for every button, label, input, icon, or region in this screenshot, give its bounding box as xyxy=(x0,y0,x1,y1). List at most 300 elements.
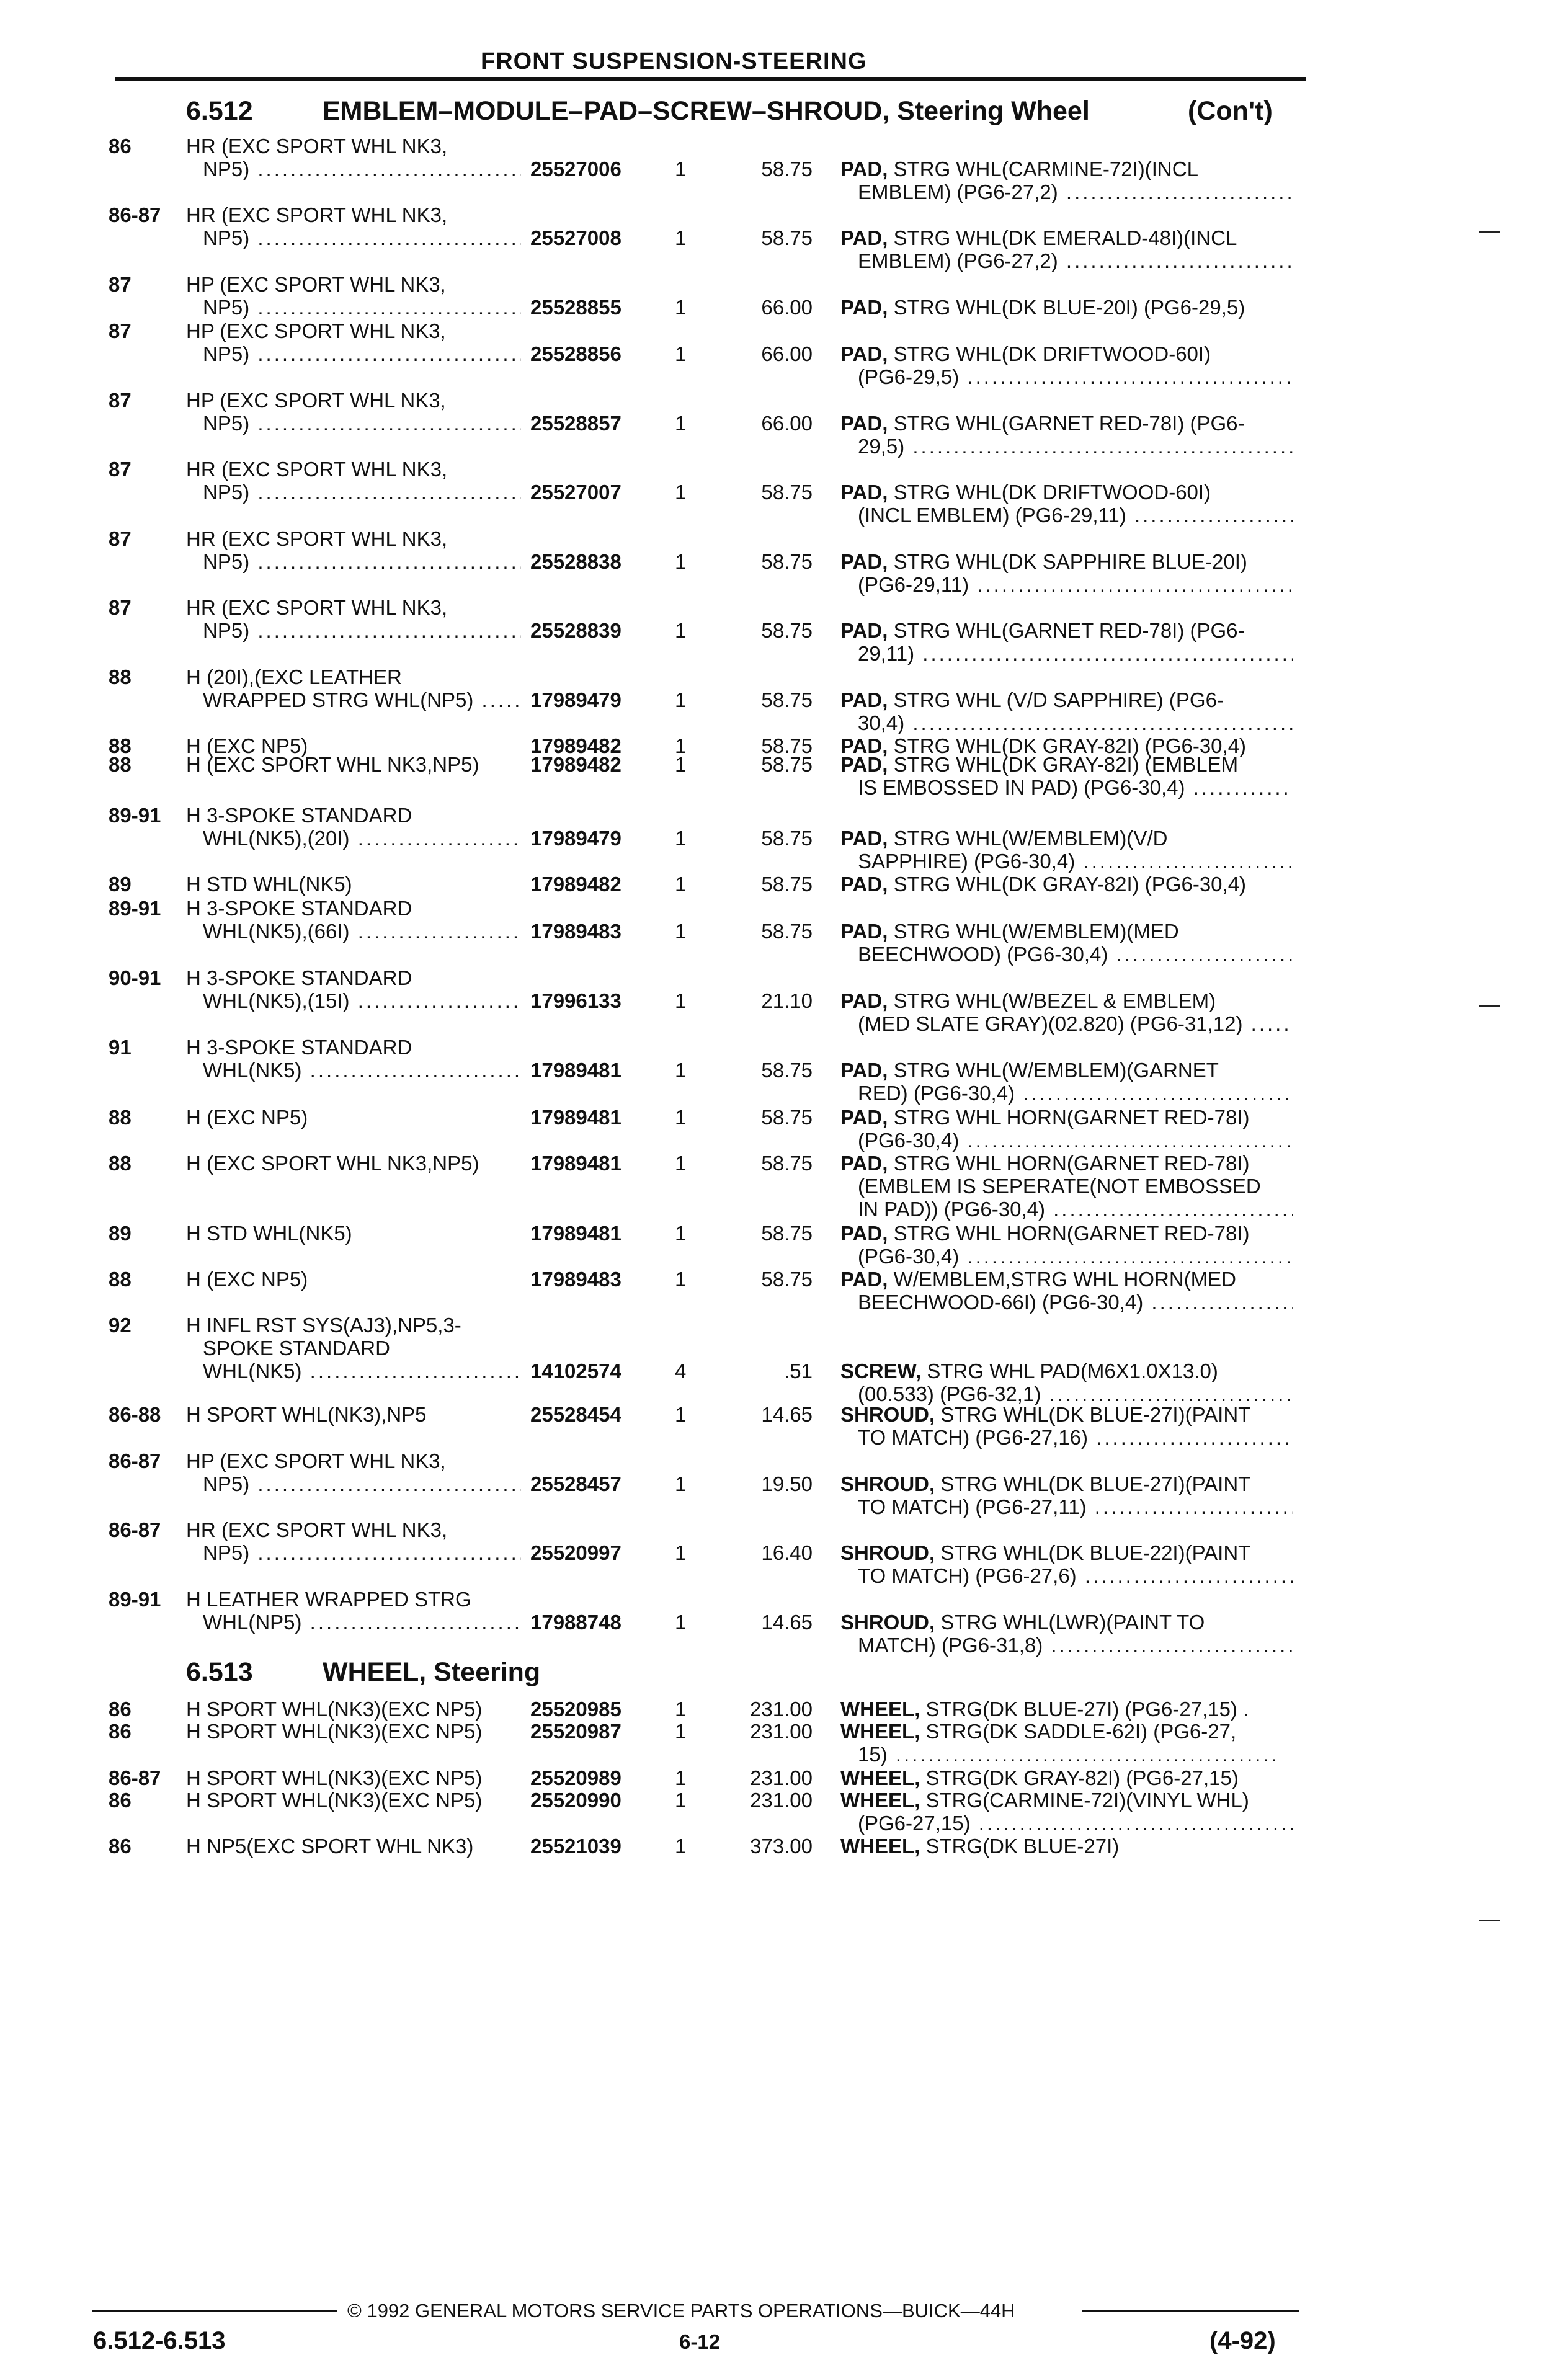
price: 58.75 xyxy=(761,1106,813,1129)
part-name: SHROUD, xyxy=(840,1611,935,1634)
usage-line: H 3-SPOKE STANDARD xyxy=(186,1036,412,1059)
quantity: 1 xyxy=(675,1835,687,1858)
description-text: STRG WHL(DK EMERALD-48I)(INCL xyxy=(888,226,1237,249)
quantity: 1 xyxy=(675,1222,687,1245)
usage-line: H (EXC NP5) xyxy=(186,1268,308,1291)
description-line xyxy=(840,158,1293,180)
usage-line: H 3-SPOKE STANDARD xyxy=(186,804,412,827)
part-name: PAD, xyxy=(840,619,888,642)
usage-line: H STD WHL(NK5) xyxy=(186,873,352,896)
usage-line: H LEATHER WRAPPED STRG xyxy=(186,1588,471,1611)
quantity: 1 xyxy=(675,1541,687,1564)
part-number: 25520997 xyxy=(530,1541,621,1564)
part-number: 14102574 xyxy=(530,1360,621,1382)
usage-line: HR (EXC SPORT WHL NK3, xyxy=(186,203,448,226)
year-range: 86-87 xyxy=(109,1766,161,1789)
section-6-512-heading xyxy=(186,96,1273,127)
price: 373.00 xyxy=(750,1835,813,1858)
description-text: STRG WHL(DK DRIFTWOOD-60I) xyxy=(888,481,1211,504)
usage xyxy=(186,966,521,1012)
description-text: STRG WHL(LWR)(PAINT TO xyxy=(935,1611,1205,1634)
usage-line: NP5) ..... xyxy=(186,412,521,435)
usage-line: NP5) ..... xyxy=(186,296,521,319)
price: 14.65 xyxy=(761,1403,813,1426)
description-line xyxy=(840,1611,1293,1634)
description xyxy=(840,753,1293,799)
footer-page-number: 6-12 xyxy=(679,2330,721,2353)
description-line xyxy=(840,1059,1293,1082)
year-range: 90-91 xyxy=(109,966,161,989)
year-range: 86 xyxy=(109,1720,131,1743)
description-line xyxy=(840,226,1293,249)
price: 58.75 xyxy=(761,734,813,757)
description-line: (PG6-27,15) ..... xyxy=(840,1812,1293,1835)
usage xyxy=(186,1766,521,1789)
description-line: (PG6-30,4) ..... xyxy=(840,1245,1293,1268)
year-range: 88 xyxy=(109,666,131,688)
description xyxy=(840,1720,1293,1766)
usage xyxy=(186,1403,521,1426)
section-number: 6.513 xyxy=(186,1657,253,1687)
usage xyxy=(186,1222,521,1245)
description-text: W/EMBLEM,STRG WHL HORN(MED xyxy=(888,1268,1237,1291)
part-number: 17996133 xyxy=(530,989,621,1012)
part-name: PAD, xyxy=(840,1152,888,1175)
description-text: STRG WHL (V/D SAPPHIRE) (PG6- xyxy=(888,688,1224,711)
part-number: 25520987 xyxy=(530,1720,621,1743)
part-name: WHEEL, xyxy=(840,1766,920,1789)
usage-line: H (EXC SPORT WHL NK3,NP5) xyxy=(186,1152,479,1175)
quantity: 1 xyxy=(675,619,687,642)
price: 58.75 xyxy=(761,873,813,896)
description-line xyxy=(840,1222,1293,1245)
quantity: 1 xyxy=(675,1766,687,1789)
description-line: (PG6-29,5) ..... xyxy=(840,365,1293,388)
description-text: STRG WHL(W/EMBLEM)(MED xyxy=(888,920,1179,943)
part-name: WHEEL, xyxy=(840,1698,920,1721)
description xyxy=(840,873,1293,896)
description xyxy=(840,827,1293,873)
description xyxy=(840,1789,1293,1835)
part-number: 25527008 xyxy=(530,226,621,249)
description-line xyxy=(840,481,1293,504)
margin-mark xyxy=(1479,231,1500,233)
description-text: STRG WHL(GARNET RED-78I) (PG6- xyxy=(888,412,1245,435)
description-line xyxy=(840,1472,1293,1495)
quantity: 1 xyxy=(675,1472,687,1495)
price: 66.00 xyxy=(761,296,813,319)
price: 231.00 xyxy=(750,1766,813,1789)
part-number: 17989482 xyxy=(530,753,621,776)
usage xyxy=(186,596,521,642)
usage-line: HR (EXC SPORT WHL NK3, xyxy=(186,1518,448,1541)
usage-line: H SPORT WHL(NK3),NP5 xyxy=(186,1403,427,1426)
part-number: 25528856 xyxy=(530,342,621,365)
part-name: WHEEL, xyxy=(840,1720,920,1743)
price: 58.75 xyxy=(761,619,813,642)
description-line xyxy=(840,989,1293,1012)
usage xyxy=(186,273,521,319)
year-range: 89-91 xyxy=(109,897,161,920)
description xyxy=(840,989,1293,1035)
description xyxy=(840,1835,1293,1858)
part-number: 17989481 xyxy=(530,1059,621,1082)
usage xyxy=(186,1588,521,1634)
year-range: 88 xyxy=(109,734,131,757)
usage-line: H 3-SPOKE STANDARD xyxy=(186,897,412,920)
part-name: PAD, xyxy=(840,753,888,776)
description-text: STRG(CARMINE-72I)(VINYL WHL) xyxy=(920,1789,1249,1812)
year-range: 87 xyxy=(109,319,131,342)
usage xyxy=(186,1314,521,1382)
part-number: 25528457 xyxy=(530,1472,621,1495)
usage-line: H SPORT WHL(NK3)(EXC NP5) xyxy=(186,1789,483,1812)
description-text: STRG(DK SADDLE-62I) (PG6-27, xyxy=(920,1720,1237,1743)
description-line xyxy=(840,920,1293,943)
description xyxy=(840,1611,1293,1657)
description-line: (PG6-30,4) ..... xyxy=(840,1129,1293,1152)
usage-line: H (EXC SPORT WHL NK3,NP5) xyxy=(186,753,479,776)
footer-rule-right xyxy=(1082,2310,1299,2312)
part-name: PAD, xyxy=(840,1059,888,1082)
price: 58.75 xyxy=(761,827,813,850)
description-line xyxy=(840,412,1293,435)
price: 58.75 xyxy=(761,1222,813,1245)
description-text: STRG WHL(DK BLUE-27I)(PAINT xyxy=(935,1403,1251,1426)
quantity: 1 xyxy=(675,1789,687,1812)
price: 21.10 xyxy=(761,989,813,1012)
usage-line: HP (EXC SPORT WHL NK3, xyxy=(186,319,446,342)
year-range: 86-87 xyxy=(109,1449,161,1472)
usage xyxy=(186,1835,521,1858)
description-line xyxy=(840,550,1293,573)
year-range: 86-87 xyxy=(109,1518,161,1541)
usage xyxy=(186,1789,521,1812)
description xyxy=(840,1152,1293,1221)
section-title: EMBLEM–MODULE–PAD–SCREW–SHROUD, Steering Wheel xyxy=(323,96,1090,126)
description xyxy=(840,1472,1293,1518)
price: 16.40 xyxy=(761,1541,813,1564)
quantity: 1 xyxy=(675,1268,687,1291)
description-line xyxy=(840,1152,1293,1175)
description-line: IN PAD)) (PG6-30,4) ..... xyxy=(840,1198,1293,1221)
usage-line: WRAPPED STRG WHL(NP5) ..... xyxy=(186,688,521,711)
quantity: 1 xyxy=(675,158,687,180)
usage-line: NP5) ..... xyxy=(186,226,521,249)
description-line: (MED SLATE GRAY)(02.820) (PG6-31,12) ..... xyxy=(840,1012,1293,1035)
quantity: 1 xyxy=(675,1611,687,1634)
part-number: 17989481 xyxy=(530,1106,621,1129)
margin-mark xyxy=(1479,1920,1500,1921)
part-number: 25520985 xyxy=(530,1698,621,1721)
usage-line: SPOKE STANDARD xyxy=(203,1337,390,1360)
usage-line: HP (EXC SPORT WHL NK3, xyxy=(186,1449,446,1472)
quantity: 1 xyxy=(675,753,687,776)
part-name: PAD, xyxy=(840,1106,888,1129)
year-range: 87 xyxy=(109,596,131,619)
usage xyxy=(186,666,521,711)
description-line xyxy=(840,827,1293,850)
price: 19.50 xyxy=(761,1472,813,1495)
description-line xyxy=(840,1360,1293,1382)
year-range: 91 xyxy=(109,1036,131,1059)
usage xyxy=(186,1720,521,1743)
description xyxy=(840,226,1293,272)
description-line xyxy=(840,1268,1293,1291)
quantity: 1 xyxy=(675,920,687,943)
usage-line: NP5) ..... xyxy=(186,158,521,180)
description-line xyxy=(840,753,1293,776)
part-number: 17989483 xyxy=(530,920,621,943)
description-text: STRG WHL(DK GRAY-82I) (PG6-30,4) xyxy=(888,734,1247,757)
price: 58.75 xyxy=(761,753,813,776)
description-line: 30,4) ..... xyxy=(840,711,1293,734)
part-name: PAD, xyxy=(840,226,888,249)
footer-section-range: 6.512-6.513 xyxy=(93,2327,226,2354)
description-text: STRG(DK GRAY-82I) (PG6-27,15) xyxy=(920,1766,1239,1789)
description xyxy=(840,1766,1293,1789)
part-name: SCREW, xyxy=(840,1360,922,1382)
title-rule xyxy=(115,77,1306,81)
usage-line: H INFL RST SYS(AJ3),NP5,3- xyxy=(186,1314,461,1337)
description-text: STRG WHL(CARMINE-72I)(INCL xyxy=(888,158,1198,180)
price: .51 xyxy=(784,1360,813,1382)
description xyxy=(840,1360,1293,1405)
usage-line: WHL(NK5),(20I) ..... xyxy=(186,827,521,850)
year-range: 89 xyxy=(109,873,131,896)
year-range: 88 xyxy=(109,1268,131,1291)
usage-line: HP (EXC SPORT WHL NK3, xyxy=(186,273,446,296)
description-line: TO MATCH) (PG6-27,16) ..... xyxy=(840,1426,1293,1449)
description xyxy=(840,688,1293,734)
part-name: SHROUD, xyxy=(840,1541,935,1564)
description xyxy=(840,550,1293,596)
description-text: STRG WHL(DK BLUE-22I)(PAINT xyxy=(935,1541,1251,1564)
description-text: STRG WHL(GARNET RED-78I) (PG6- xyxy=(888,619,1245,642)
description-line: IS EMBOSSED IN PAD) (PG6-30,4) ..... xyxy=(840,776,1293,799)
usage-line: WHL(NK5) ..... xyxy=(186,1059,521,1082)
section-title: WHEEL, Steering xyxy=(323,1657,541,1687)
usage xyxy=(186,1449,521,1495)
footer-date: (4-92) xyxy=(1209,2327,1276,2354)
price: 58.75 xyxy=(761,550,813,573)
part-number: 25528454 xyxy=(530,1403,621,1426)
section-continued: (Con't) xyxy=(1188,96,1273,126)
usage-line: H SPORT WHL(NK3)(EXC NP5) xyxy=(186,1698,483,1721)
price: 58.75 xyxy=(761,481,813,504)
part-number: 17989482 xyxy=(530,873,621,896)
part-number: 17989481 xyxy=(530,1152,621,1175)
description xyxy=(840,1222,1293,1268)
description-line xyxy=(840,342,1293,365)
part-number: 25521039 xyxy=(530,1835,621,1858)
price: 58.75 xyxy=(761,1152,813,1175)
usage-line: H NP5(EXC SPORT WHL NK3) xyxy=(186,1835,474,1858)
price: 231.00 xyxy=(750,1720,813,1743)
part-number: 17988748 xyxy=(530,1611,621,1634)
description-text: STRG(DK BLUE-27I) (PG6-27,15) . xyxy=(920,1698,1249,1721)
usage xyxy=(186,1698,521,1721)
description-text: STRG WHL(DK GRAY-82I) (EMBLEM xyxy=(888,753,1239,776)
price: 14.65 xyxy=(761,1611,813,1634)
description-text: STRG WHL HORN(GARNET RED-78I) xyxy=(888,1106,1250,1129)
section-6-513-heading xyxy=(186,1657,540,1688)
year-range: 86 xyxy=(109,135,131,158)
usage xyxy=(186,1036,521,1082)
description xyxy=(840,158,1293,203)
usage xyxy=(186,527,521,573)
price: 231.00 xyxy=(750,1698,813,1721)
part-name: PAD, xyxy=(840,920,888,943)
usage-line: NP5) ..... xyxy=(186,481,521,504)
quantity: 1 xyxy=(675,1106,687,1129)
year-range: 87 xyxy=(109,389,131,412)
description-line: MATCH) (PG6-31,8) ..... xyxy=(840,1634,1293,1657)
year-range: 89-91 xyxy=(109,1588,161,1611)
description xyxy=(840,619,1293,665)
usage-line: H SPORT WHL(NK3)(EXC NP5) xyxy=(186,1720,483,1743)
description xyxy=(840,342,1293,388)
description-text: STRG WHL(W/EMBLEM)(V/D xyxy=(888,827,1168,850)
usage-line: HP (EXC SPORT WHL NK3, xyxy=(186,389,446,412)
usage-line: NP5) ..... xyxy=(186,619,521,642)
description xyxy=(840,1698,1293,1721)
part-name: PAD, xyxy=(840,481,888,504)
usage-line: WHL(NK5),(15I) ..... xyxy=(186,989,521,1012)
usage xyxy=(186,873,521,896)
year-range: 92 xyxy=(109,1314,131,1337)
year-range: 86 xyxy=(109,1698,131,1721)
price: 58.75 xyxy=(761,158,813,180)
year-range: 89-91 xyxy=(109,804,161,827)
description-text: STRG(DK BLUE-27I) xyxy=(920,1835,1120,1858)
usage-line: H 3-SPOKE STANDARD xyxy=(186,966,412,989)
description xyxy=(840,1541,1293,1587)
part-name: PAD, xyxy=(840,734,888,757)
usage-line: NP5) ..... xyxy=(186,342,521,365)
part-name: PAD, xyxy=(840,873,888,896)
usage xyxy=(186,804,521,850)
quantity: 1 xyxy=(675,1403,687,1426)
description-line: 29,5) ..... xyxy=(840,435,1293,458)
year-range: 88 xyxy=(109,1106,131,1129)
usage xyxy=(186,1152,521,1175)
part-number: 17989479 xyxy=(530,827,621,850)
usage-line: HR (EXC SPORT WHL NK3, xyxy=(186,527,448,550)
price: 58.75 xyxy=(761,1268,813,1291)
part-number: 25528839 xyxy=(530,619,621,642)
usage-line: NP5) ..... xyxy=(186,1472,521,1495)
description-line: 15) ..... xyxy=(840,1743,1293,1766)
quantity: 1 xyxy=(675,989,687,1012)
description-line: TO MATCH) (PG6-27,11) ..... xyxy=(840,1495,1293,1518)
quantity: 1 xyxy=(675,688,687,711)
description-line: (PG6-29,11) ..... xyxy=(840,573,1293,596)
part-number: 25528838 xyxy=(530,550,621,573)
description-line: RED) (PG6-30,4) ..... xyxy=(840,1082,1293,1105)
description-line xyxy=(840,1720,1293,1743)
year-range: 86-88 xyxy=(109,1403,161,1426)
description-line xyxy=(840,296,1293,319)
part-number: 17989481 xyxy=(530,1222,621,1245)
description-line xyxy=(840,1789,1293,1812)
quantity: 1 xyxy=(675,873,687,896)
part-number: 25527007 xyxy=(530,481,621,504)
quantity: 1 xyxy=(675,296,687,319)
part-name: PAD, xyxy=(840,412,888,435)
usage-line: H (EXC NP5) xyxy=(186,734,308,757)
description-line xyxy=(840,1698,1293,1721)
description-line: BEECHWOOD) (PG6-30,4) ..... xyxy=(840,943,1293,966)
year-range: 87 xyxy=(109,527,131,550)
usage-line: HR (EXC SPORT WHL NK3, xyxy=(186,458,448,481)
quantity: 1 xyxy=(675,734,687,757)
quantity: 1 xyxy=(675,550,687,573)
price: 58.75 xyxy=(761,226,813,249)
description xyxy=(840,1059,1293,1105)
description xyxy=(840,1403,1293,1449)
part-number: 25520989 xyxy=(530,1766,621,1789)
usage-line: HR (EXC SPORT WHL NK3, xyxy=(186,135,448,158)
quantity: 1 xyxy=(675,412,687,435)
description-line xyxy=(840,1106,1293,1129)
description-line: BEECHWOOD-66I) (PG6-30,4) ..... xyxy=(840,1291,1293,1314)
quantity: 1 xyxy=(675,1698,687,1721)
quantity: 1 xyxy=(675,1720,687,1743)
quantity: 1 xyxy=(675,1152,687,1175)
part-name: PAD, xyxy=(840,827,888,850)
year-range: 86 xyxy=(109,1835,131,1858)
description-line: EMBLEM) (PG6-27,2) ..... xyxy=(840,180,1293,203)
part-name: PAD, xyxy=(840,1222,888,1245)
year-range: 86-87 xyxy=(109,203,161,226)
usage-line: WHL(NK5),(66I) ..... xyxy=(186,920,521,943)
price: 58.75 xyxy=(761,920,813,943)
description-text: STRG WHL(DK BLUE-20I) (PG6-29,5) xyxy=(888,296,1245,319)
part-name: SHROUD, xyxy=(840,1472,935,1495)
description-text: STRG WHL(DK GRAY-82I) (PG6-30,4) xyxy=(888,873,1247,896)
section-number: 6.512 xyxy=(186,96,253,126)
description-text: STRG WHL(DK SAPPHIRE BLUE-20I) xyxy=(888,550,1247,573)
year-range: 89 xyxy=(109,1222,131,1245)
description-line xyxy=(840,619,1293,642)
footer-copyright: © 1992 GENERAL MOTORS SERVICE PARTS OPERATIONS—BUICK—44H xyxy=(347,2300,1015,2322)
part-name: PAD, xyxy=(840,989,888,1012)
description xyxy=(840,412,1293,458)
usage-line: WHL(NK5) ..... xyxy=(186,1360,521,1382)
description xyxy=(840,1268,1293,1314)
description-text: STRG WHL(DK DRIFTWOOD-60I) xyxy=(888,342,1211,365)
usage xyxy=(186,753,521,776)
description xyxy=(840,1106,1293,1152)
quantity: 1 xyxy=(675,342,687,365)
usage xyxy=(186,135,521,180)
usage xyxy=(186,203,521,249)
description-text: STRG WHL HORN(GARNET RED-78I) xyxy=(888,1222,1250,1245)
year-range: 87 xyxy=(109,273,131,296)
description-line xyxy=(840,1766,1293,1789)
description-line xyxy=(840,1835,1293,1858)
price: 58.75 xyxy=(761,1059,813,1082)
description-text: STRG WHL(W/EMBLEM)(GARNET xyxy=(888,1059,1219,1082)
part-name: PAD, xyxy=(840,158,888,180)
description-text: STRG WHL(DK BLUE-27I)(PAINT xyxy=(935,1472,1251,1495)
part-number: 25528855 xyxy=(530,296,621,319)
footer-rule-left xyxy=(92,2310,337,2312)
part-name: WHEEL, xyxy=(840,1789,920,1812)
part-name: PAD, xyxy=(840,296,888,319)
usage xyxy=(186,458,521,504)
